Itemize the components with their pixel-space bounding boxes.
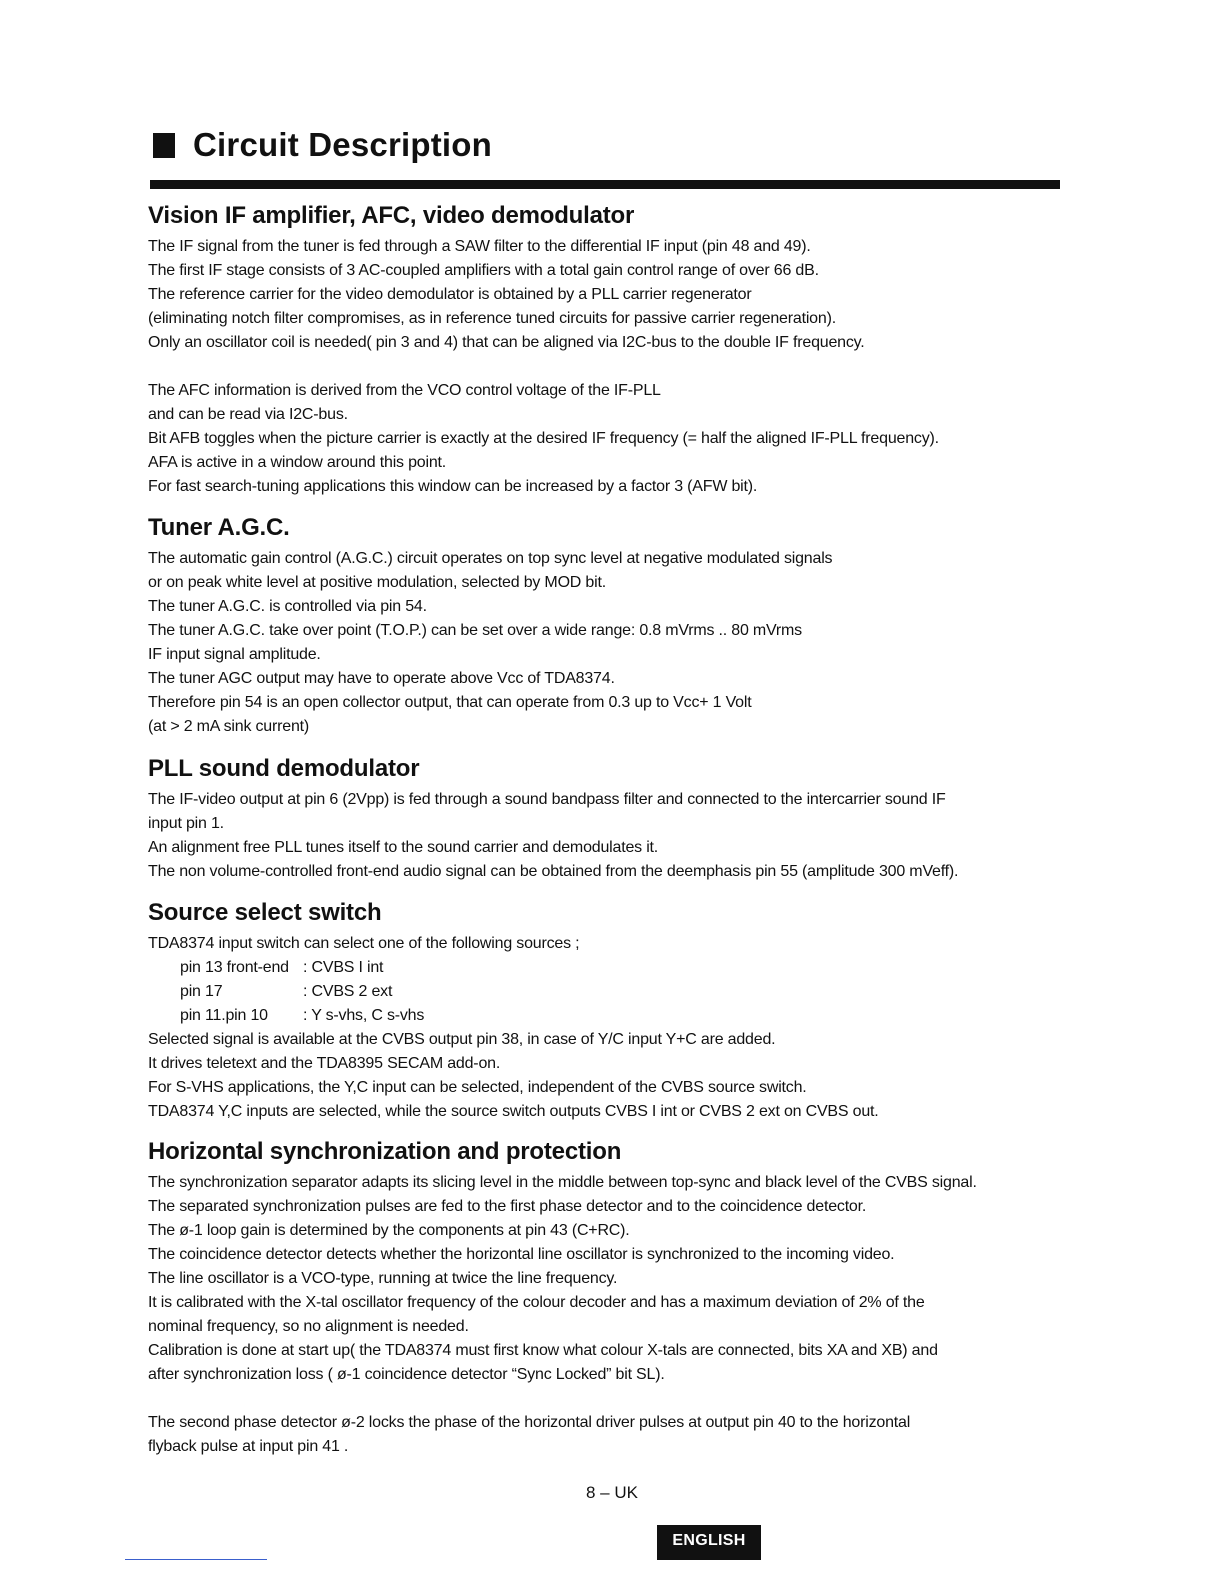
paragraph-line: The IF signal from the tuner is fed through a SAW filter to the differential IF input (pin 48 and 49). [148, 238, 811, 255]
source-row [148, 1004, 1068, 1028]
page-header [153, 126, 492, 164]
paragraph-line: The ø-1 loop gain is determined by the components at pin 43 (C+RC). [148, 1222, 630, 1239]
language-badge: ENGLISH [657, 1525, 761, 1560]
bottom-divider [125, 1559, 267, 1560]
source-pin: pin 11.pin 10 [180, 1007, 268, 1024]
section-pll-sound [148, 754, 1068, 884]
bullet-square-icon [153, 133, 175, 158]
paragraph-line: nominal frequency, so no alignment is needed. [148, 1318, 469, 1335]
paragraph-line: Bit AFB toggles when the picture carrier is exactly at the desired IF frequency (= half the aligned IF-PLL frequency). [148, 430, 939, 447]
paragraph-line: For S-VHS applications, the Y,C input can be selected, independent of the CVBS source switch. [148, 1079, 807, 1096]
paragraph-line: The first IF stage consists of 3 AC-coupled amplifiers with a total gain control range of over 66 dB. [148, 262, 819, 279]
section-heading: PLL sound demodulator [148, 755, 420, 782]
paragraph-line: (at > 2 mA sink current) [148, 718, 310, 735]
source-pin: pin 13 front-end [180, 959, 289, 976]
source-pin: pin 17 [180, 983, 223, 1000]
paragraph-line: The IF-video output at pin 6 (2Vpp) is fed through a sound bandpass filter and connected to the intercarrier sound IF [148, 791, 946, 808]
paragraph-line: IF input signal amplitude. [148, 646, 321, 663]
paragraph-line: It drives teletext and the TDA8395 SECAM add-on. [148, 1055, 501, 1072]
paragraph-line: The separated synchronization pulses are fed to the first phase detector and to the coincidence detector. [148, 1198, 867, 1215]
section-heading: Horizontal synchronization and protection [148, 1138, 622, 1165]
page-number: 8 – UK [586, 1483, 638, 1502]
paragraph-line: The synchronization separator adapts its slicing level in the middle between top-sync and black level of the CVBS signal. [148, 1174, 977, 1191]
header-divider [150, 180, 1060, 189]
section-heading: Vision IF amplifier, AFC, video demodulator [148, 202, 635, 229]
section-tuner-agc [148, 513, 1068, 739]
section-heading: Source select switch [148, 899, 382, 926]
section-source-select [148, 898, 1068, 1124]
paragraph-line: The second phase detector ø-2 locks the phase of the horizontal driver pulses at output pin 40 to the horizontal [148, 1414, 911, 1431]
paragraph-line: Calibration is done at start up( the TDA8374 must first know what colour X-tals are connected, bits XA and XB) and [148, 1342, 938, 1359]
section-heading: Tuner A.G.C. [148, 514, 290, 541]
paragraph-line: For fast search-tuning applications this window can be increased by a factor 3 (AFW bit). [148, 478, 758, 495]
source-value: : Y s-vhs, C s-vhs [303, 1007, 425, 1024]
source-value: : CVBS I int [303, 959, 384, 976]
paragraph-line: The coincidence detector detects whether the horizontal line oscillator is synchronized to the incoming video. [148, 1246, 895, 1263]
paragraph-line: and can be read via I2C-bus. [148, 406, 348, 423]
section-horizontal-sync [148, 1137, 1068, 1459]
paragraph-line: Only an oscillator coil is needed( pin 3 and 4) that can be aligned via I2C-bus to the double IF frequency. [148, 334, 865, 351]
paragraph-line: flyback pulse at input pin 41 . [148, 1438, 349, 1455]
paragraph-line: The tuner A.G.C. is controlled via pin 54. [148, 598, 427, 615]
paragraph-line: Therefore pin 54 is an open collector output, that can operate from 0.3 up to Vcc+ 1 Volt [148, 694, 752, 711]
paragraph-line: after synchronization loss ( ø-1 coincidence detector “Sync Locked” bit SL). [148, 1366, 665, 1383]
page-title: Circuit Description [193, 126, 493, 163]
paragraph-line: or on peak white level at positive modulation, selected by MOD bit. [148, 574, 606, 591]
paragraph-line: The reference carrier for the video demodulator is obtained by a PLL carrier regenerator [148, 286, 752, 303]
paragraph-line: The AFC information is derived from the VCO control voltage of the IF-PLL [148, 382, 661, 399]
paragraph-line: An alignment free PLL tunes itself to the sound carrier and demodulates it. [148, 839, 659, 856]
paragraph-line: The automatic gain control (A.G.C.) circuit operates on top sync level at negative modulated signals [148, 550, 833, 567]
paragraph-line: TDA8374 input switch can select one of the following sources ; [148, 935, 580, 952]
paragraph-line: The non volume-controlled front-end audio signal can be obtained from the deemphasis pin 55 (amplitude 300 mVeff). [148, 863, 959, 880]
source-row [148, 980, 1068, 1004]
source-row [148, 956, 1068, 980]
paragraph-line: (eliminating notch filter compromises, as in reference tuned circuits for passive carrier regeneration). [148, 310, 836, 327]
section-vision-if [148, 201, 1068, 499]
paragraph-line: AFA is active in a window around this point. [148, 454, 447, 471]
paragraph-line: TDA8374 Y,C inputs are selected, while the source switch outputs CVBS I int or CVBS 2 ext on CVBS out. [148, 1103, 879, 1120]
paragraph-line: Selected signal is available at the CVBS output pin 38, in case of Y/C input Y+C are added. [148, 1031, 776, 1048]
paragraph-line: input pin 1. [148, 815, 224, 832]
paragraph-line: It is calibrated with the X-tal oscillator frequency of the colour decoder and has a maximum deviation of 2% of the [148, 1294, 925, 1311]
paragraph-line: The tuner AGC output may have to operate above Vcc of TDA8374. [148, 670, 615, 687]
source-value: : CVBS 2 ext [303, 983, 393, 1000]
paragraph-line: The line oscillator is a VCO-type, running at twice the line frequency. [148, 1270, 618, 1287]
paragraph-line: The tuner A.G.C. take over point (T.O.P.) can be set over a wide range: 0.8 mVrms .. 80 mVrms [148, 622, 802, 639]
